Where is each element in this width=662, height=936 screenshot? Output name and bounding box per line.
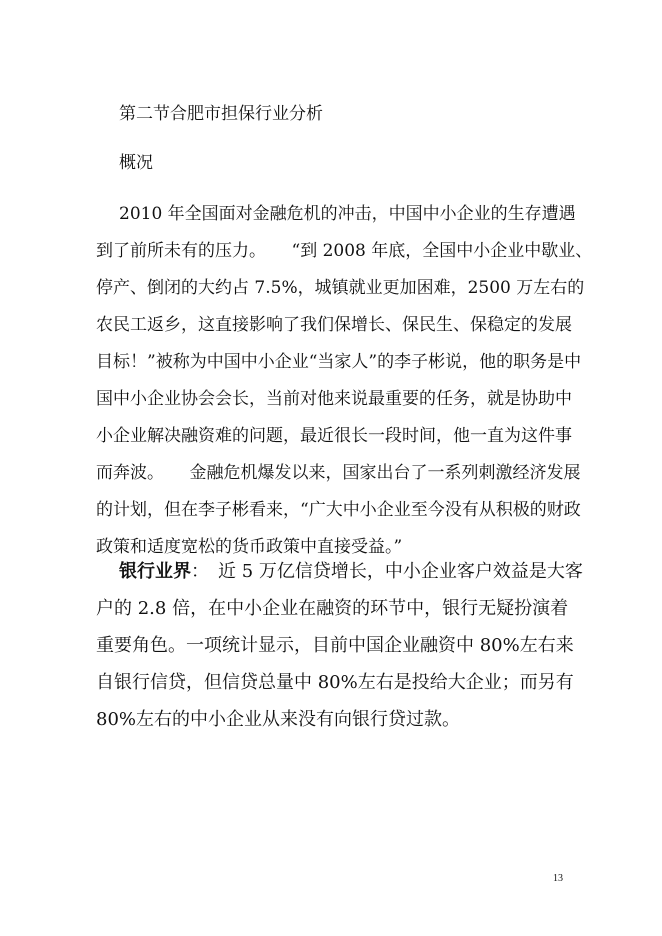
paragraph-1-line: 到了前所未有的压力。 “到 2008 年底，全国中小企业中歇业、 [96,241,593,261]
paragraph-1-line: 2010 年全国面对金融危机的冲击，中国中小企业的生存遭遇 [119,204,576,224]
section-title: 第二节合肥市担保行业分析 [119,104,323,124]
subheading: 概况 [119,153,153,173]
paragraph-1-line: 国中小企业协会会长，当前对他来说最重要的任务，就是协助中 [96,389,572,409]
paragraph-1-line: 小企业解决融资难的问题，最近很长一段时间，他一直为这件事 [96,426,572,446]
bank-sector-label: 银行业界 [119,561,191,582]
paragraph-1-line: 停产、倒闭的大约占 7.5%，城镇就业更加困难，2500 万左右的 [96,278,585,298]
paragraph-1-line: 政策和适度宽松的货币政策中直接受益。” [96,537,403,557]
paragraph-2-line: 80%左右的中小企业从来没有向银行贷过款。 [96,709,461,730]
page-number: 13 [553,873,563,884]
paragraph-2-line: 户的 2.8 倍，在中小企业在融资的环节中，银行无疑扮演着 [96,598,569,619]
paragraph-1-line: 而奔波。 金融危机爆发以来，国家出台了一系列刺激经济发展 [96,463,581,483]
paragraph-2-line [119,561,583,583]
paragraph-2-line-text: ： 近 5 万亿信贷增长，中小企业客户效益是大客 [191,561,583,582]
paragraph-1-line: 的计划，但在李子彬看来，“广大中小企业至今没有从积极的财政 [96,500,581,520]
paragraph-1-line: 目标！”被称为中国中小企业“当家人”的李子彬说，他的职务是中 [96,352,582,372]
paragraph-2-line: 重要角色。一项统计显示，目前中国企业融资中 80%左右来 [96,635,574,656]
paragraph-1-line: 农民工返乡，这直接影响了我们保增长、保民生、保稳定的发展 [96,315,572,335]
paragraph-2-line: 自银行信贷，但信贷总量中 80%左右是投给大企业；而另有 [96,672,574,693]
